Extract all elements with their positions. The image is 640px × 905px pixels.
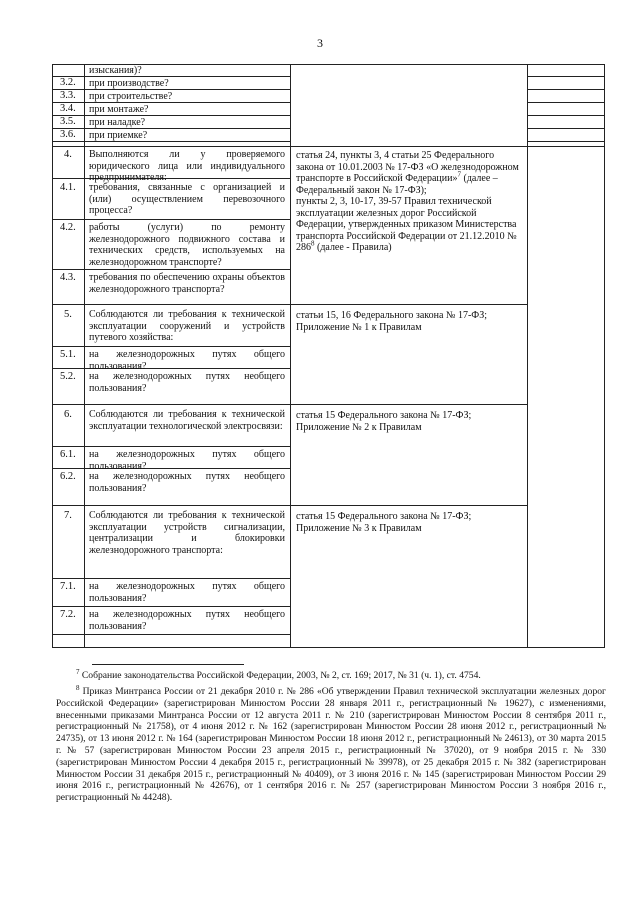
legal-reference-6: статья 15 Федерального закона № 17-ФЗ; Приложение № 2 к Правилам — [296, 410, 472, 433]
legal-reference-5: статьи 15, 16 Федерального закона № 17-ФЗ; Приложение № 1 к Правилам — [296, 310, 487, 333]
footnote-text: Собрание законодательства Российской Федерации, 2003, № 2, ст. 169; 2017, № 31 (ч. 1), ст. 4754. — [79, 670, 481, 681]
footnote-separator — [92, 664, 244, 665]
legal-reference-7: статья 15 Федерального закона № 17-ФЗ; Приложение № 3 к Правилам — [296, 511, 472, 534]
row-question: при монтаже? — [89, 104, 149, 115]
row-question: работы (услуги) по ремонту железнодорожного подвижного состава и технических средств, используемых на железнодорожном транспорте? — [89, 222, 285, 268]
row-num: 3.3. — [60, 90, 76, 101]
ref-text: (далее – Федеральный закон № 17-ФЗ); — [296, 173, 498, 196]
checklist-table — [52, 64, 605, 648]
footnote-mark: 8 — [76, 683, 80, 692]
row-question: требования, связанные с организацией и (или) осуществлением перевозочного процесса? — [89, 182, 285, 216]
footnote-mark: 7 — [457, 170, 461, 179]
row-num: 4. — [64, 149, 72, 160]
row-question: на железнодорожных путях необщего пользования? — [89, 371, 285, 394]
ref-text: «О железнодорожном транспорте в Российской Федерации» — [296, 161, 519, 184]
footnote-text: Приказ Минтранса России от 21 декабря 2010 г. № 286 «Об утверждении Правил технической эксплуатации железных дорог Российской Федерации» (зарегистрирован Минюстом России 28 января 2011 г., регистрационный № 19627), с изменениями, внесенными приказами Минтранса России от 12 августа 2011 г. № 210 (зарегистрирован Минюстом России 8 сентября 2011 г., регистрационный № 21758), от 4 июня 2012 г. № 162 (зарегистрирован Минюстом России 28 июня 2012 г., регистрационный № 24735), от 13 июня 2012 г. № 164 (зарегистрирован Минюстом России 18 июня 2012 г., регистрационный № 24613), от 30 марта 2015 г. № 57 (зарегистрирован Минюстом России 23 апреля 2015 г., регистрационный № 37020), от 9 ноября 2015 г. № 330 (зарегистрирован Минюстом России 4 декабря 2015 г., регистрационный № 39978), от 25 декабря 2015 г. № 382 (зарегистрирован Минюстом России 31 декабря 2015 г., регистрационный № 40409), от 3 июня 2016 г. № 145 (зарегистрирован Минюстом России 29 июня 2016 г., регистрационный № 42676), от 1 сентября 2016 г. № 257 (зарегистрирован Минюстом России 3 ноября 2016 г., регистрационный № 44248). — [56, 686, 606, 804]
row-num: 7.1. — [60, 581, 76, 592]
footnote-7 — [76, 667, 606, 682]
row-num: 5.1. — [60, 349, 76, 360]
row-question: на железнодорожных путях общего пользования? — [89, 349, 285, 372]
row-num: 4.1. — [60, 182, 76, 193]
row-question: Соблюдаются ли требования к технической эксплуатации технологической электросвязи: — [89, 409, 285, 432]
row-question: требования по обеспечению охраны объектов железнодорожного транспорта? — [89, 272, 285, 295]
row-num: 4.3. — [60, 272, 76, 283]
row-num: 4.2. — [60, 222, 76, 233]
row-num: 3.6. — [60, 129, 76, 140]
row-question: при приемке? — [89, 130, 148, 141]
row-num: 3.5. — [60, 116, 76, 127]
row-question: изыскания)? — [89, 65, 142, 76]
row-num: 7.2. — [60, 609, 76, 620]
row-question: при производстве? — [89, 78, 169, 89]
row-question: на железнодорожных путях необщего пользования? — [89, 609, 285, 632]
page-number: 3 — [317, 36, 323, 50]
row-question: на железнодорожных путях общего пользования? — [89, 449, 285, 472]
row-question: при наладке? — [89, 117, 146, 128]
row-num: 7. — [64, 510, 72, 521]
row-question: на железнодорожных путях необщего пользования? — [89, 471, 285, 494]
row-num: 3.2. — [60, 77, 76, 88]
legal-reference-4 — [296, 150, 524, 254]
row-num: 5. — [64, 309, 72, 320]
row-num: 6.1. — [60, 449, 76, 460]
row-question: при строительстве? — [89, 91, 173, 102]
row-question: Соблюдаются ли требования к технической эксплуатации устройств сигнализации, централизации и блокировки железнодорожного транспорта: — [89, 510, 285, 556]
row-num: 6.2. — [60, 471, 76, 482]
ref-text: (далее - Правила) — [314, 242, 392, 253]
row-num: 3.4. — [60, 103, 76, 114]
footnote-8 — [56, 683, 606, 804]
row-num: 5.2. — [60, 371, 76, 382]
row-num: 6. — [64, 409, 72, 420]
footnote-mark: 7 — [76, 667, 80, 676]
ref-text: пункты 2, 3, 10-17, 39-57 Правил технической эксплуатации железных дорог Российской Федерации, утвержденных приказом Министерства транспорта Российской Федерации от 21.12.2010 № 286 — [296, 196, 517, 253]
footnote-mark: 8 — [311, 239, 315, 248]
row-question: на железнодорожных путях общего пользования? — [89, 581, 285, 604]
ref-text: статья 24, пункты 3, 4 статьи 25 Федерального закона от 10.01.2003 № 17-ФЗ — [296, 150, 495, 173]
row-question: Выполняются ли у проверяемого юридического лица или индивидуального предпринимателя: — [89, 149, 285, 183]
row-question: Соблюдаются ли требования к технической эксплуатации сооружений и устройств путевого хозяйства: — [89, 309, 285, 343]
